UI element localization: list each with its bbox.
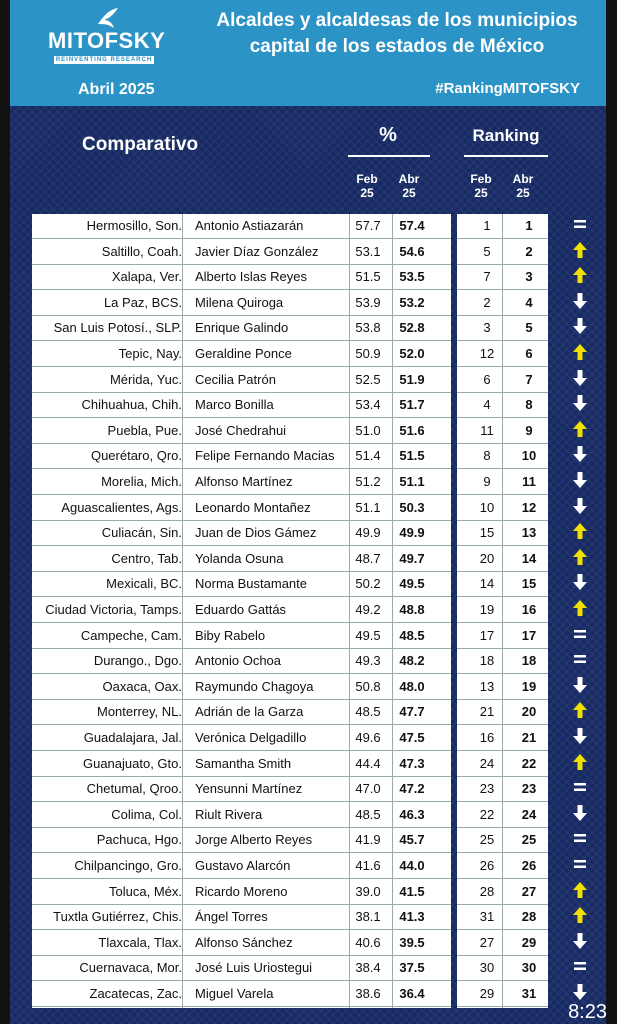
arrow-up-icon — [568, 753, 592, 774]
row-mayor-name: Leonardo Montañez — [195, 499, 311, 515]
row-pct-abr: 49.7 — [399, 550, 425, 566]
subheader-month: Abr — [512, 172, 534, 186]
row-rank-abr: 4 — [525, 294, 533, 310]
subheader-month: Feb — [356, 172, 378, 186]
ranking-header-rule — [464, 155, 548, 157]
row-rank-abr: 14 — [521, 550, 537, 566]
row-pct-feb: 49.3 — [355, 653, 381, 669]
row-pct-feb: 51.5 — [355, 269, 381, 285]
subheader-pct-feb — [350, 172, 384, 200]
arrow-down-icon — [568, 471, 592, 492]
row-city: Centro, Tab. — [111, 550, 182, 566]
row-rank-feb: 21 — [479, 704, 495, 720]
row-mayor-name: Geraldine Ponce — [195, 346, 292, 361]
percent-header: % — [379, 124, 397, 146]
row-city: Campeche, Cam. — [80, 627, 182, 643]
row-pct-feb: 49.6 — [355, 730, 381, 745]
arrow-down-icon — [568, 369, 592, 390]
row-rank-abr: 20 — [521, 704, 537, 720]
row-rank-feb: 16 — [479, 730, 495, 745]
table-row — [32, 572, 612, 597]
equals-icon — [568, 855, 592, 876]
row-mayor-name: Cecilia Patrón — [195, 371, 276, 387]
table-row — [32, 521, 612, 546]
row-rank-feb: 29 — [479, 986, 495, 1001]
row-pct-feb: 44.4 — [355, 755, 381, 771]
row-pct-abr: 54.6 — [399, 243, 425, 259]
row-pct-feb: 48.5 — [355, 704, 381, 720]
subheader-month: Abr — [398, 172, 420, 186]
row-rank-feb: 27 — [479, 934, 495, 950]
row-city: La Paz, BCS. — [103, 294, 182, 310]
subheader-year: 25 — [516, 186, 530, 200]
row-pct-abr: 49.9 — [399, 525, 425, 541]
table-row — [32, 342, 612, 367]
row-rank-feb: 7 — [483, 269, 491, 285]
row-rank-feb: 12 — [479, 346, 495, 361]
arrow-down-icon — [568, 573, 592, 594]
bird-icon — [96, 6, 120, 30]
row-pct-feb: 53.1 — [355, 243, 381, 259]
row-pct-abr: 47.2 — [399, 781, 425, 797]
row-rank-feb: 10 — [479, 499, 495, 515]
row-rank-feb: 20 — [479, 550, 495, 566]
arrow-down-icon — [568, 394, 592, 415]
row-pct-feb: 53.9 — [355, 294, 381, 310]
row-pct-feb: 38.1 — [355, 909, 381, 925]
equals-icon — [568, 957, 592, 978]
arrow-up-icon — [568, 241, 592, 262]
row-rank-feb: 4 — [483, 397, 491, 413]
row-pct-feb: 50.8 — [355, 678, 381, 694]
row-rank-abr: 19 — [521, 678, 537, 694]
row-city: Chilpancingo, Gro. — [74, 858, 182, 873]
arrow-down-icon — [568, 932, 592, 953]
row-rank-abr: 6 — [525, 346, 533, 361]
row-mayor-name: Yolanda Osuna — [195, 550, 284, 566]
row-rank-abr: 24 — [521, 806, 537, 822]
arrow-down-icon — [568, 445, 592, 466]
row-mayor-name: Milena Quiroga — [195, 294, 284, 310]
row-pct-feb: 49.9 — [355, 525, 381, 541]
row-pct-feb: 48.7 — [355, 550, 381, 566]
row-mayor-name: Norma Bustamante — [195, 576, 307, 592]
page-title — [196, 8, 598, 60]
table-row — [32, 854, 612, 879]
row-pct-feb: 51.4 — [355, 448, 381, 464]
table-row — [32, 419, 612, 444]
row-rank-feb: 26 — [479, 858, 495, 873]
row-pct-abr: 48.5 — [399, 627, 425, 643]
row-mayor-name: Ángel Torres — [195, 909, 268, 925]
row-mayor-name: Gustavo Alarcón — [195, 858, 291, 873]
table-row — [32, 214, 612, 239]
table-row — [32, 880, 612, 905]
row-pct-abr: 51.7 — [399, 397, 425, 413]
row-pct-abr: 41.3 — [399, 909, 425, 925]
arrow-down-icon — [568, 317, 592, 338]
row-pct-abr: 53.2 — [399, 294, 425, 310]
infographic-frame — [10, 0, 606, 1024]
row-rank-feb: 8 — [483, 448, 491, 464]
table-row — [32, 905, 612, 930]
row-mayor-name: Riult Rivera — [195, 806, 263, 822]
row-rank-feb: 25 — [479, 832, 495, 848]
row-pct-feb: 49.2 — [355, 602, 381, 617]
equals-icon — [568, 778, 592, 799]
row-city: Xalapa, Ver. — [111, 269, 182, 285]
row-pct-feb: 38.6 — [355, 986, 381, 1001]
row-pct-feb: 53.8 — [355, 320, 381, 336]
row-mayor-name: Miguel Varela — [195, 986, 274, 1001]
row-rank-abr: 30 — [521, 960, 537, 976]
arrow-down-icon — [568, 727, 592, 748]
row-pct-abr: 41.5 — [399, 883, 425, 899]
row-city: Chetumal, Qroo. — [86, 781, 182, 797]
row-rank-abr: 26 — [521, 858, 537, 873]
arrow-up-icon — [568, 420, 592, 441]
table-row — [32, 931, 612, 956]
row-rank-abr: 9 — [525, 422, 533, 438]
row-city: Guanajuato, Gto. — [82, 755, 182, 771]
row-mayor-name: Adrián de la Garza — [195, 704, 304, 720]
row-pct-abr: 57.4 — [399, 218, 425, 233]
arrow-up-icon — [568, 906, 592, 927]
arrow-up-icon — [568, 343, 592, 364]
row-pct-feb: 48.5 — [355, 806, 381, 822]
row-mayor-name: José Chedrahui — [195, 422, 287, 438]
row-city: San Luis Potosí., SLP. — [53, 320, 182, 336]
row-pct-feb: 38.4 — [355, 960, 381, 976]
row-pct-abr: 45.7 — [399, 832, 425, 848]
row-mayor-name: Verónica Delgadillo — [195, 730, 307, 745]
row-city: Aguascalientes, Ags. — [61, 499, 182, 515]
subheader-rank-abr — [506, 172, 540, 200]
arrow-up-icon — [568, 522, 592, 543]
row-pct-abr: 47.3 — [399, 755, 425, 771]
row-city: Cuernavaca, Mor. — [79, 960, 182, 976]
row-rank-abr: 1 — [525, 218, 533, 233]
row-rank-feb: 15 — [479, 525, 495, 541]
row-mayor-name: Samantha Smith — [195, 755, 292, 771]
row-city: Mérida, Yuc. — [109, 371, 182, 387]
row-city: Pachuca, Hgo. — [96, 832, 182, 848]
table-row — [32, 777, 612, 802]
equals-icon — [568, 650, 592, 671]
row-mayor-name: Yensunni Martínez — [195, 781, 303, 797]
subheader-year: 25 — [474, 186, 488, 200]
row-mayor-name: Enrique Galindo — [195, 320, 289, 336]
row-rank-abr: 29 — [521, 934, 537, 950]
row-rank-feb: 6 — [483, 371, 491, 387]
table-row — [32, 547, 612, 572]
row-city: Toluca, Méx. — [109, 883, 182, 899]
row-pct-feb: 40.6 — [355, 934, 381, 950]
arrow-down-icon — [568, 804, 592, 825]
row-mayor-name: Juan de Dios Gámez — [195, 525, 317, 541]
row-city: Monterrey, NL. — [96, 704, 182, 720]
row-mayor-name: Ricardo Moreno — [195, 883, 288, 899]
row-city: Tuxtla Gutiérrez, Chis. — [53, 909, 182, 925]
row-mayor-name: Javier Díaz González — [195, 243, 319, 259]
table-row — [32, 982, 612, 1007]
row-pct-feb: 51.1 — [355, 499, 381, 515]
logo-tagline: REINVENTING RESEARCH — [55, 57, 153, 63]
row-rank-feb: 11 — [480, 422, 494, 438]
equals-icon — [568, 829, 592, 850]
row-rank-abr: 27 — [521, 883, 537, 899]
row-pct-abr: 46.3 — [399, 806, 425, 822]
table-row — [32, 240, 612, 265]
row-city: Chihuahua, Chih. — [81, 397, 182, 413]
table-row — [32, 470, 612, 495]
row-rank-abr: 28 — [521, 909, 537, 925]
row-rank-abr: 17 — [521, 627, 537, 643]
row-pct-abr: 52.0 — [399, 346, 425, 361]
row-pct-abr: 36.4 — [399, 986, 425, 1001]
equals-icon — [568, 625, 592, 646]
row-pct-feb: 50.2 — [355, 576, 381, 592]
row-city: Ciudad Victoria, Tamps. — [45, 602, 182, 617]
row-pct-abr: 48.0 — [399, 678, 425, 694]
arrow-up-icon — [568, 701, 592, 722]
arrow-up-icon — [568, 599, 592, 620]
row-city: Colima, Col. — [111, 806, 182, 822]
table-row — [32, 316, 612, 341]
row-pct-feb: 52.5 — [355, 371, 381, 387]
row-rank-feb: 9 — [483, 474, 491, 489]
row-city: Mexicali, BC. — [106, 576, 182, 592]
row-mayor-name: Felipe Fernando Macias — [195, 448, 335, 464]
row-city: Saltillo, Coah. — [101, 243, 182, 259]
row-city: Hermosillo, Son. — [86, 218, 182, 233]
row-mayor-name: Alberto Islas Reyes — [195, 269, 307, 285]
row-rank-abr: 8 — [525, 397, 533, 413]
row-rank-abr: 7 — [525, 371, 533, 387]
table-row — [32, 444, 612, 469]
row-city: Oaxaca, Oax. — [102, 678, 182, 694]
row-city: Morelia, Mich. — [101, 474, 182, 489]
arrow-up-icon — [568, 548, 592, 569]
row-pct-abr: 51.6 — [399, 422, 425, 438]
row-mayor-name: Alfonso Martínez — [195, 474, 293, 489]
ranking-header: Ranking — [472, 126, 540, 145]
row-pct-abr: 48.2 — [399, 653, 425, 669]
row-rank-abr: 3 — [525, 269, 533, 285]
row-mayor-name: Biby Rabelo — [195, 627, 266, 643]
table-row — [32, 956, 612, 981]
row-pct-feb: 50.9 — [355, 346, 381, 361]
row-rank-feb: 3 — [483, 320, 491, 336]
row-rank-abr: 16 — [521, 602, 537, 617]
row-rank-feb: 30 — [479, 960, 495, 976]
subheader-year: 25 — [402, 186, 416, 200]
status-clock: 8:23 — [568, 1001, 607, 1023]
row-pct-feb: 41.9 — [355, 832, 381, 848]
row-rank-feb: 18 — [479, 653, 495, 669]
section-title: Comparativo — [82, 134, 199, 155]
row-rank-feb: 28 — [479, 883, 495, 899]
title-line-2: capital de los estados de México — [249, 36, 545, 57]
row-rank-abr: 11 — [522, 474, 536, 489]
table-row — [32, 700, 612, 725]
table-row — [32, 393, 612, 418]
table-row — [32, 368, 612, 393]
row-mayor-name: Raymundo Chagoya — [195, 678, 314, 694]
title-line-1: Alcaldes y alcaldesas de los municipios — [216, 10, 578, 31]
row-pct-abr: 51.9 — [399, 371, 425, 387]
row-pct-feb: 49.5 — [355, 627, 381, 643]
row-city: Tlaxcala, Tlax. — [98, 934, 182, 950]
equals-icon — [568, 215, 592, 236]
subheader-pct-abr — [392, 172, 426, 200]
mitofsky-logo — [48, 6, 166, 64]
row-pct-feb: 47.0 — [355, 781, 381, 797]
row-rank-abr: 10 — [521, 448, 537, 464]
table-row — [32, 291, 612, 316]
row-pct-abr: 51.5 — [399, 448, 425, 464]
row-rank-feb: 24 — [479, 755, 495, 771]
row-pct-abr: 53.5 — [399, 269, 425, 285]
table-row — [32, 649, 612, 674]
table-row — [32, 803, 612, 828]
row-rank-abr: 15 — [521, 576, 537, 592]
arrow-up-icon — [568, 881, 592, 902]
row-mayor-name: Antonio Ochoa — [195, 653, 282, 669]
row-rank-abr: 12 — [521, 499, 537, 515]
table-row — [32, 675, 612, 700]
row-pct-feb: 41.6 — [355, 858, 381, 873]
row-city: Puebla, Pue. — [107, 422, 182, 438]
header-banner — [10, 0, 606, 106]
row-pct-abr: 47.5 — [399, 730, 425, 745]
row-rank-abr: 22 — [521, 755, 537, 771]
row-city: Durango., Dgo. — [93, 653, 182, 669]
row-rank-feb: 5 — [483, 243, 491, 259]
row-rank-feb: 23 — [479, 781, 495, 797]
row-rank-abr: 31 — [521, 986, 537, 1001]
table-row — [32, 752, 612, 777]
row-mayor-name: Marco Bonilla — [195, 397, 274, 413]
table-row — [32, 726, 612, 751]
row-city: Tepic, Nay. — [118, 346, 182, 361]
row-rank-feb: 19 — [479, 602, 495, 617]
row-pct-feb: 57.7 — [355, 218, 381, 233]
arrow-down-icon — [568, 292, 592, 313]
row-city: Guadalajara, Jal. — [83, 730, 182, 745]
row-city: Zacatecas, Zac. — [89, 986, 182, 1001]
table-row — [32, 624, 612, 649]
percent-header-rule — [348, 155, 430, 157]
row-city: Culiacán, Sin. — [101, 525, 182, 541]
row-rank-abr: 5 — [525, 320, 533, 336]
subheader-rank-feb — [464, 172, 498, 200]
table-row — [32, 496, 612, 521]
row-rank-feb: 31 — [479, 909, 495, 925]
row-mayor-name: José Luis Uriostegui — [195, 960, 313, 976]
row-rank-abr: 13 — [521, 525, 537, 541]
row-rank-feb: 13 — [479, 678, 495, 694]
row-rank-abr: 21 — [521, 730, 537, 745]
subheader-month: Feb — [470, 172, 492, 186]
row-rank-abr: 25 — [521, 832, 537, 848]
arrow-down-icon — [568, 497, 592, 518]
row-pct-abr: 39.5 — [399, 934, 425, 950]
row-pct-abr: 52.8 — [399, 320, 425, 336]
row-pct-abr: 48.8 — [399, 602, 425, 617]
row-rank-feb: 2 — [483, 294, 491, 310]
row-pct-abr: 50.3 — [399, 499, 425, 515]
row-pct-abr: 37.5 — [399, 960, 425, 976]
row-city: Querétaro, Qro. — [90, 448, 182, 464]
arrow-down-icon — [568, 676, 592, 697]
logo-text: MITOFSKY — [48, 28, 166, 53]
table-row — [32, 828, 612, 853]
subheader-year: 25 — [360, 186, 374, 200]
row-rank-feb: 1 — [483, 218, 491, 233]
row-mayor-name: Eduardo Gattás — [195, 602, 287, 617]
row-mayor-name: Jorge Alberto Reyes — [195, 832, 313, 848]
row-rank-abr: 23 — [521, 781, 537, 797]
row-rank-abr: 18 — [521, 653, 537, 669]
row-pct-abr: 47.7 — [399, 704, 425, 720]
row-pct-abr: 44.0 — [399, 858, 425, 873]
row-pct-feb: 51.0 — [355, 422, 381, 438]
row-pct-feb: 53.4 — [355, 397, 381, 413]
arrow-up-icon — [568, 266, 592, 287]
row-mayor-name: Antonio Astiazarán — [195, 218, 304, 233]
row-mayor-name: Alfonso Sánchez — [195, 934, 293, 950]
row-pct-abr: 51.1 — [399, 474, 425, 489]
row-pct-abr: 49.5 — [399, 576, 425, 592]
table-row — [32, 265, 612, 290]
row-rank-feb: 17 — [479, 627, 495, 643]
row-rank-feb: 14 — [479, 576, 495, 592]
row-divider — [32, 1006, 451, 1007]
row-rank-abr: 2 — [525, 243, 533, 259]
table-row — [32, 598, 612, 623]
row-pct-feb: 39.0 — [355, 883, 381, 899]
row-rank-feb: 22 — [479, 806, 495, 822]
hashtag: #RankingMITOFSKY — [435, 80, 580, 97]
row-pct-feb: 51.2 — [355, 474, 381, 489]
row-divider — [457, 1006, 548, 1007]
report-date: Abril 2025 — [78, 81, 155, 98]
